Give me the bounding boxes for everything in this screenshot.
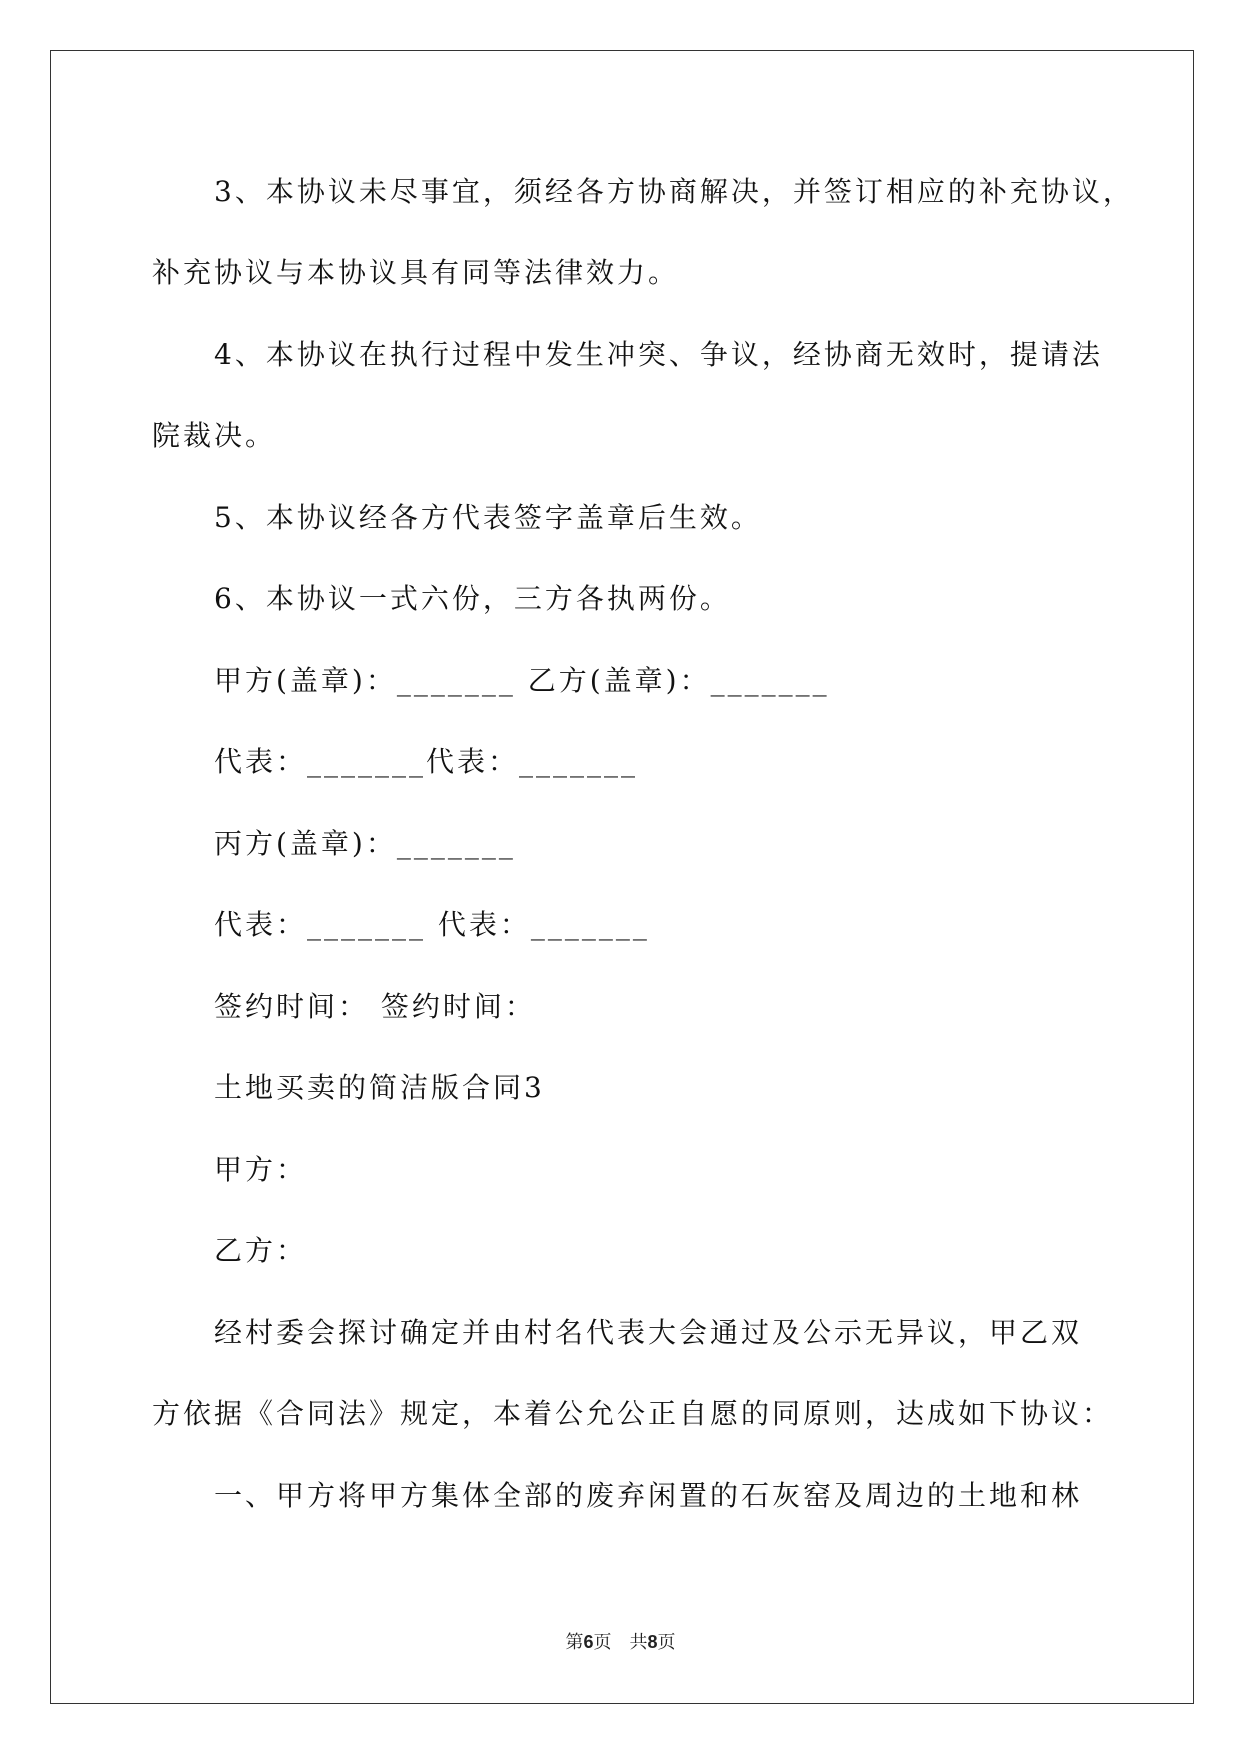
date-line: 签约时间： 签约时间：	[214, 990, 536, 1023]
page-border	[50, 50, 1194, 1704]
text-line: 经村委会探讨确定并由村名代表大会通过及公示无异议，甲乙双	[214, 1316, 1083, 1349]
page-footer	[0, 1630, 1241, 1655]
text-line: 6、本协议一式六份，三方各执两份。	[214, 582, 731, 615]
text-line: 一、甲方将甲方集体全部的废弃闲置的石灰窑及周边的土地和林	[214, 1479, 1083, 1512]
current-page-number: 6	[583, 1632, 594, 1652]
text-line: 方依据《合同法》规定，本着公允公正自愿的同原则，达成如下协议：	[152, 1397, 1114, 1430]
footer-prefix: 第	[565, 1632, 584, 1653]
section-title: 土地买卖的简洁版合同3	[214, 1071, 545, 1104]
text-line: 4、本协议在执行过程中发生冲突、争议，经协商无效时，提请法	[214, 338, 1103, 371]
footer-mid: 页 共	[593, 1632, 648, 1653]
signature-line: 代表：_______代表：_______	[214, 745, 639, 778]
total-page-number: 8	[647, 1632, 658, 1652]
signature-line: 丙方(盖章)：_______	[214, 827, 516, 860]
text-line: 补充协议与本协议具有同等法律效力。	[152, 256, 680, 289]
party-a-line: 甲方：	[214, 1153, 308, 1186]
text-line: 3、本协议未尽事宜，须经各方协商解决，并签订相应的补充协议，	[214, 175, 1134, 208]
text-line: 院裁决。	[152, 419, 277, 452]
signature-line: 甲方(盖章)：_______ 乙方(盖章)：_______	[214, 664, 830, 697]
party-b-line: 乙方：	[214, 1234, 308, 1267]
footer-suffix: 页	[657, 1632, 676, 1653]
signature-line: 代表：_______ 代表：_______	[214, 908, 650, 941]
text-line: 5、本协议经各方代表签字盖章后生效。	[214, 501, 762, 534]
